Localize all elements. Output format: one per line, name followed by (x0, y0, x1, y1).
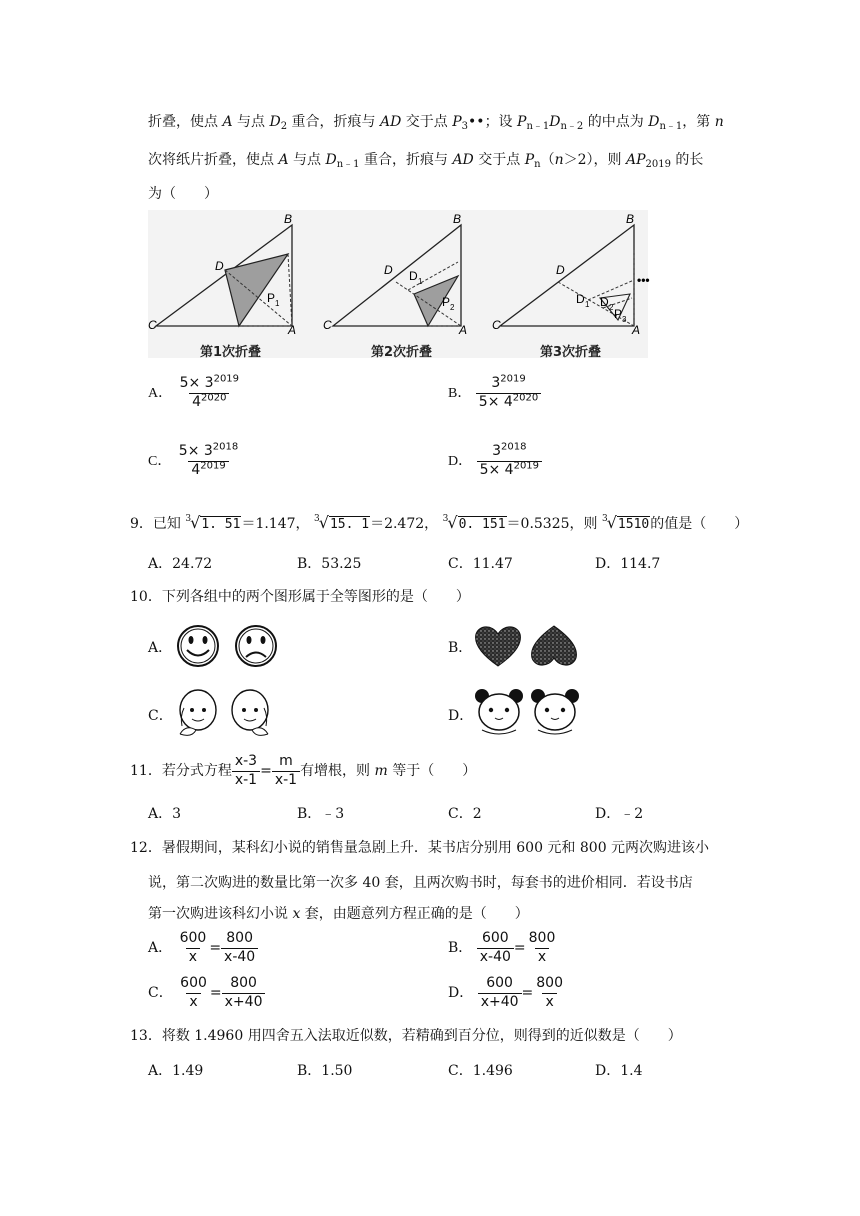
q8-option-d[interactable]: D． $\frac{3^{2018}}{5\times 4^{2019}}$ (448, 443, 542, 479)
folding-figures (148, 210, 648, 358)
svg-text:D: D (576, 292, 585, 306)
q10-option-d[interactable]: D． (448, 708, 474, 724)
q8-line-2: 次将纸片折叠，使点 A 与点 $D_{n﹣1}$ 重合，折痕与 AD 交于点 $P_n(n>2)$，则 $AP_{2019}$ 的长 (148, 152, 704, 170)
figure-3 (492, 212, 650, 337)
svg-text:P: P (614, 307, 623, 321)
heart-shapes-icon (472, 622, 584, 670)
q11-option-d[interactable]: D．﹣2 (595, 806, 644, 822)
q9-option-c[interactable]: C．11.47 (448, 556, 513, 572)
q12-option-a[interactable]: A． $\frac{600}{x}$ = $\frac{800}{x-40}$ (148, 930, 258, 966)
q13-option-d[interactable]: D．1.4 (595, 1063, 643, 1079)
q10-option-a[interactable]: A． (148, 640, 173, 656)
svg-text:2: 2 (450, 303, 455, 312)
q11-stem: 11．若分式方程 $\frac{x-3}{x-1}$ = $\frac{m}{x-1}$ 有增根，则 m 等于（ ） (130, 753, 477, 788)
svg-text:A: A (459, 323, 468, 337)
q10-option-c[interactable]: C． (148, 708, 173, 724)
q9-option-d[interactable]: D．114.7 (595, 556, 661, 572)
svg-text:D: D (215, 259, 224, 273)
smiley-faces-icon (176, 623, 284, 669)
svg-text:1: 1 (418, 277, 423, 286)
svg-text:B: B (453, 212, 462, 226)
q12-line-3: 第一次购进该科幻小说 x 套，由题意列方程正确的是（ ） (148, 906, 529, 922)
figure-1 (148, 212, 296, 337)
q10-option-b[interactable]: B． (448, 640, 473, 656)
q13-option-a[interactable]: A．1.49 (148, 1063, 204, 1079)
panda-faces-icon (472, 686, 584, 740)
q11-option-b[interactable]: B．﹣3 (297, 806, 345, 822)
q8-option-b[interactable]: B． $\frac{3^{2019}}{5\times 4^{2020}}$ (448, 375, 541, 411)
q10-stem: 10．下列各组中的两个图形属于全等图形的是（ ） (130, 589, 470, 605)
q9-option-a[interactable]: A．24.72 (148, 556, 213, 572)
q11-option-a[interactable]: A．3 (148, 806, 182, 822)
q8-option-a[interactable]: A． $\frac{5\times 3^{2019}}{4^{2020}}$ (148, 373, 240, 410)
svg-text:1: 1 (585, 300, 590, 309)
svg-text:A: A (288, 323, 297, 337)
q12-line-2: 说，第二次购进的数量比第一次多 40 套，且两次购书时，每套书的进价相同．若设书店 (148, 875, 693, 891)
q8-line-1: 折叠，使点 A 与点 $D_2$ 重合，折痕与 AD 交于点 $P_3••$；设 $P_{n﹣1}D_{n﹣2}$ 的中点为 $D_{n﹣1}$，第 n (148, 114, 724, 132)
q12-option-d[interactable]: D． $\frac{600}{x+40}$ = $\frac{800}{x}$ (448, 975, 563, 1010)
q12-option-b[interactable]: B． $\frac{600}{x-40}$ = $\frac{800}{x}$ (448, 930, 556, 965)
q12-line-1: 12．暑假期间，某科幻小说的销售量急剧上升．某书店分别用 600 元和 800 元两次购进该小 (130, 840, 710, 856)
svg-text:2: 2 (609, 303, 614, 312)
svg-text:P: P (267, 291, 276, 305)
q13-stem: 13．将数 1.4960 用四舍五入法取近似数，若精确到百分位，则得到的近似数是（ ） (130, 1028, 682, 1044)
svg-text:3: 3 (622, 315, 627, 324)
q11-option-c[interactable]: C．2 (448, 806, 482, 822)
q8-line-3: 为（ ） (148, 186, 218, 202)
q13-option-b[interactable]: B．1.50 (297, 1063, 353, 1079)
q9-option-b[interactable]: B．53.25 (297, 556, 362, 572)
figure-2 (323, 212, 467, 337)
svg-text:D: D (600, 295, 609, 309)
svg-text:C: C (492, 318, 501, 332)
svg-text:C: C (323, 318, 332, 332)
figure-2-caption: 第2次折叠 (371, 345, 433, 360)
cartoon-heads-icon (176, 686, 276, 740)
svg-text:D: D (409, 269, 418, 283)
svg-text:B: B (284, 212, 293, 226)
svg-text:A: A (632, 323, 641, 337)
svg-text:D: D (384, 263, 393, 277)
folding-diagram (148, 210, 648, 358)
figure-3-caption: 第3次折叠 (540, 345, 602, 360)
svg-text:D: D (556, 263, 565, 277)
svg-text:P: P (442, 295, 451, 309)
svg-text:C: C (148, 318, 157, 332)
figure-1-caption: 第1次折叠 (200, 345, 262, 360)
q9-stem: 9．已知 $^3$√1. 51＝1.147， $^3$√15. 1＝2.472， $^3$√0. 151＝0.5325，则 $^3$√1510的值是（ ） (130, 513, 749, 532)
svg-text:•••: ••• (637, 273, 650, 287)
q13-option-c[interactable]: C．1.496 (448, 1063, 513, 1079)
svg-text:B: B (626, 212, 635, 226)
q12-option-c[interactable]: C． $\frac{600}{x}$ = $\frac{800}{x+40}$ (148, 975, 265, 1011)
q8-option-c[interactable]: C． $\frac{5\times 3^{2018}}{4^{2019}}$ (148, 441, 239, 478)
svg-text:1: 1 (275, 299, 280, 308)
